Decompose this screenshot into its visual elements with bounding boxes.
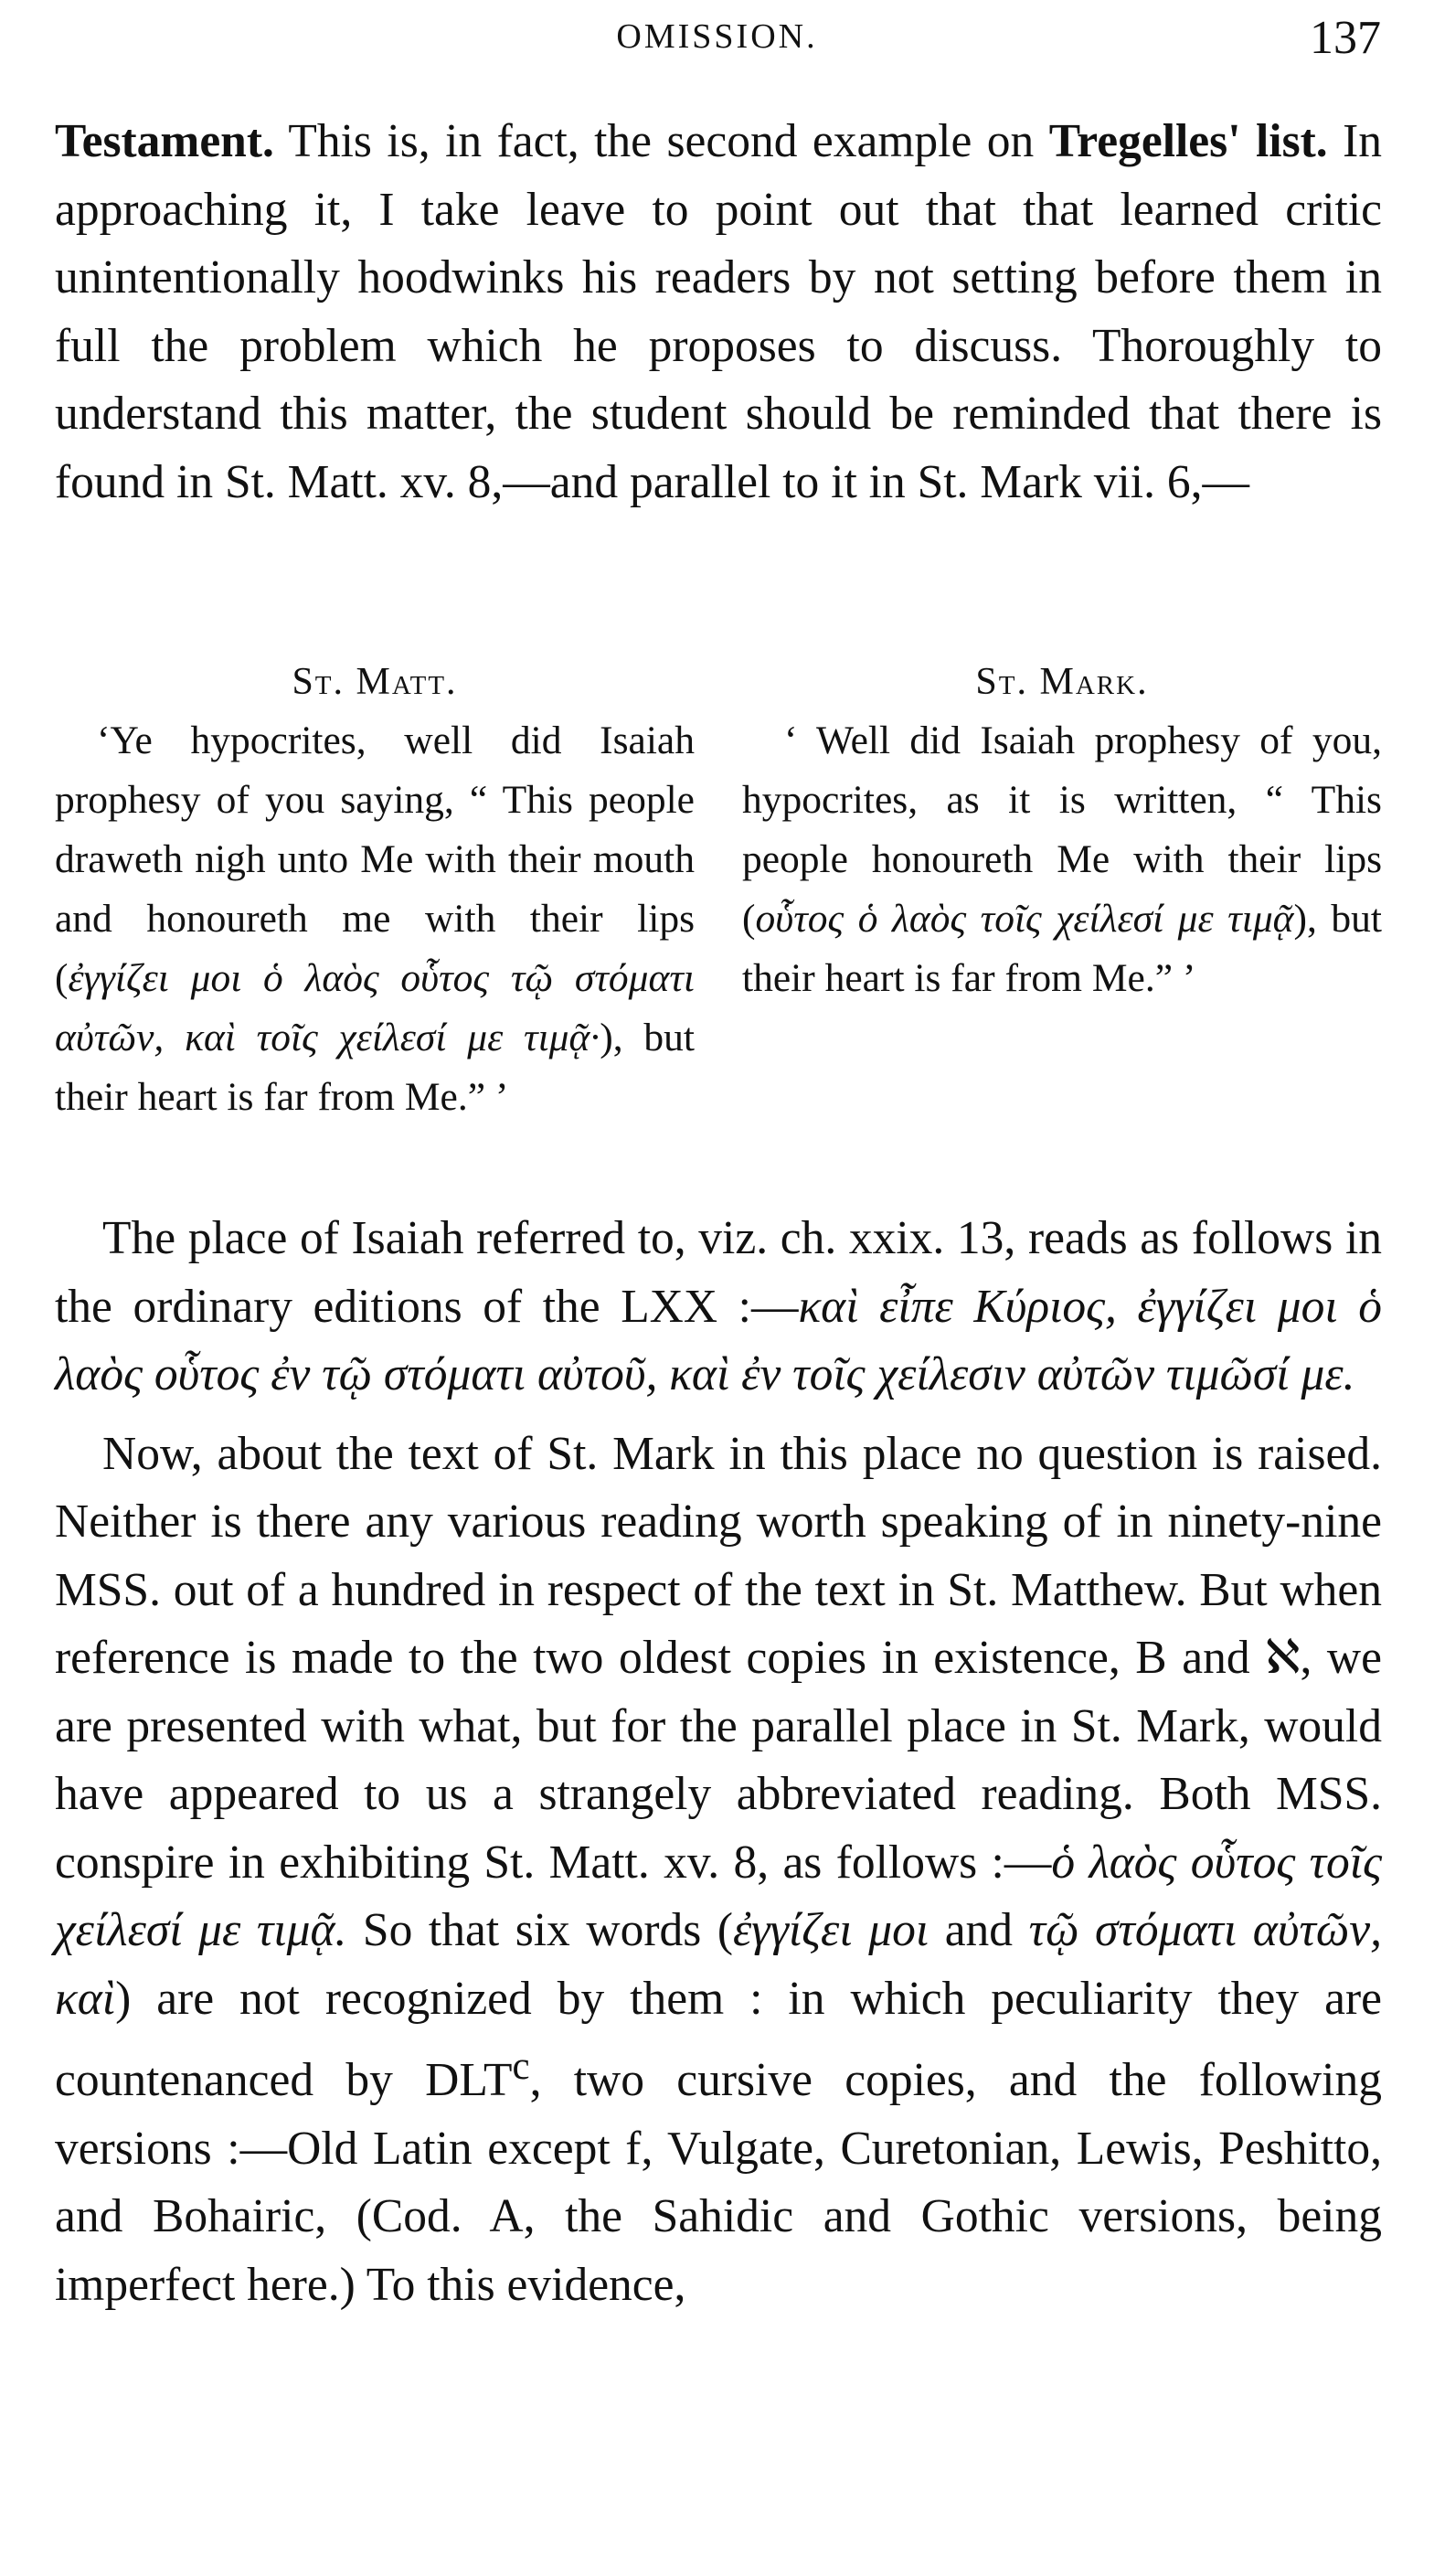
term-testament: Testament. — [55, 115, 274, 167]
text-run: Now, about the text of St. Mark in this place no question is raised. Neither is there any various reading worth speaking of in ninety-nine MSS. out of a hundred in respect of the text in St. Matthew. But when reference is made to the two oldest copies in existence, B and ℵ, we are presented with what, but for the parallel place in St. Mark, would have appeared to us a strangely abbreviated reading. Both MSS. conspire in exhibiting St. Matt. xv. 8, as follows :— — [55, 1427, 1382, 1889]
column-heading-matt: St. Matt. — [292, 661, 458, 703]
text-run: In approaching it, I take leave to point out that that learned critic unintentionally hoodwinks his readers by not setting before them in full the problem which he proposes to discuss. Thoroughly to understand this matter, the student should be reminded that there is found in St. Matt. xv. 8,—and parallel to it in St. Mark vii. 6,— — [55, 115, 1383, 508]
text-run: ), but their heart is far from Me.” ’ — [55, 1016, 695, 1119]
upper-text — [55, 108, 1382, 516]
quotation-matt — [55, 711, 695, 1127]
greek-text: οὗτος ὁ λαὸς τοῖς χείλεσί με τιμᾷ — [755, 897, 1294, 941]
lower-text — [55, 1205, 1382, 2319]
text-run: ), but their heart is far from Me.” ’ — [742, 897, 1383, 1000]
text-run: and — [929, 1904, 1029, 1956]
text-run: This is, in fact, the second example on — [273, 115, 1049, 167]
superscript-c: c — [512, 2045, 530, 2088]
column-heading-mark: St. Mark. — [975, 661, 1149, 703]
text-run: , two cursive copies, and the following versions :—Old Latin except f, Vulgate, Curetonian, Lewis, Peshitto, and Bohairic, (Cod. A, the Sahidic and Gothic versions, being imperfect here.) To this evidence, — [55, 2054, 1382, 2311]
greek-text: τῷ στόματι αὐτῶν, καὶ — [55, 1904, 1382, 2025]
greek-text: καὶ εἶπε Κύριος, ἐγγίζει μοι ὁ λαὸς οὗτος ἐν τῷ στόματι αὐτοῦ, καὶ ἐν τοῖς χείλεσιν αὐτῶν τιμῶσί με. — [55, 1280, 1382, 1400]
paragraph-1 — [55, 108, 1382, 516]
text-run: The place of Isaiah referred to, viz. ch. xxix. 13, reads as follows in the ordinary editions of the LXX :— — [55, 1212, 1382, 1333]
column-st-matt — [55, 655, 695, 1127]
text-run: ‘ Well did Isaiah prophesy of you, hypocrites, as it is written, “ This people honoureth Me with their lips ( — [742, 719, 1382, 941]
greek-text: ἐγγίζει μοι ὁ λαὸς οὗτος τῷ στόματι αὐτῶν, καὶ τοῖς χείλεσί με τιμᾷ· — [55, 956, 695, 1059]
paragraph-2 — [55, 1205, 1382, 1410]
term-tregelles-list: Tregelles' list. — [1048, 115, 1328, 167]
text-run: So that six words ( — [346, 1904, 733, 1956]
page-header — [0, 7, 1434, 80]
quotation-mark — [742, 711, 1382, 1008]
text-run: ‘Ye hypocrites, well did Isaiah prophesy of you saying, “ This people draweth nigh unto Me with their mouth and honoureth me with their lips ( — [55, 719, 695, 1000]
greek-text: ὁ λαὸς οὗτος τοῖς χείλεσί με τιμᾷ. — [55, 1836, 1382, 1956]
paragraph-3 — [55, 1421, 1382, 2320]
page-number: 137 — [1310, 12, 1381, 64]
text-run: ) are not recognized by them : in which peculiarity they are countenanced by DLT — [55, 1972, 1382, 2107]
column-st-mark — [742, 655, 1382, 1127]
running-head: OMISSION. — [616, 17, 818, 56]
parallel-columns — [55, 655, 1382, 1127]
greek-text: ἐγγίζει μοι — [733, 1904, 929, 1956]
